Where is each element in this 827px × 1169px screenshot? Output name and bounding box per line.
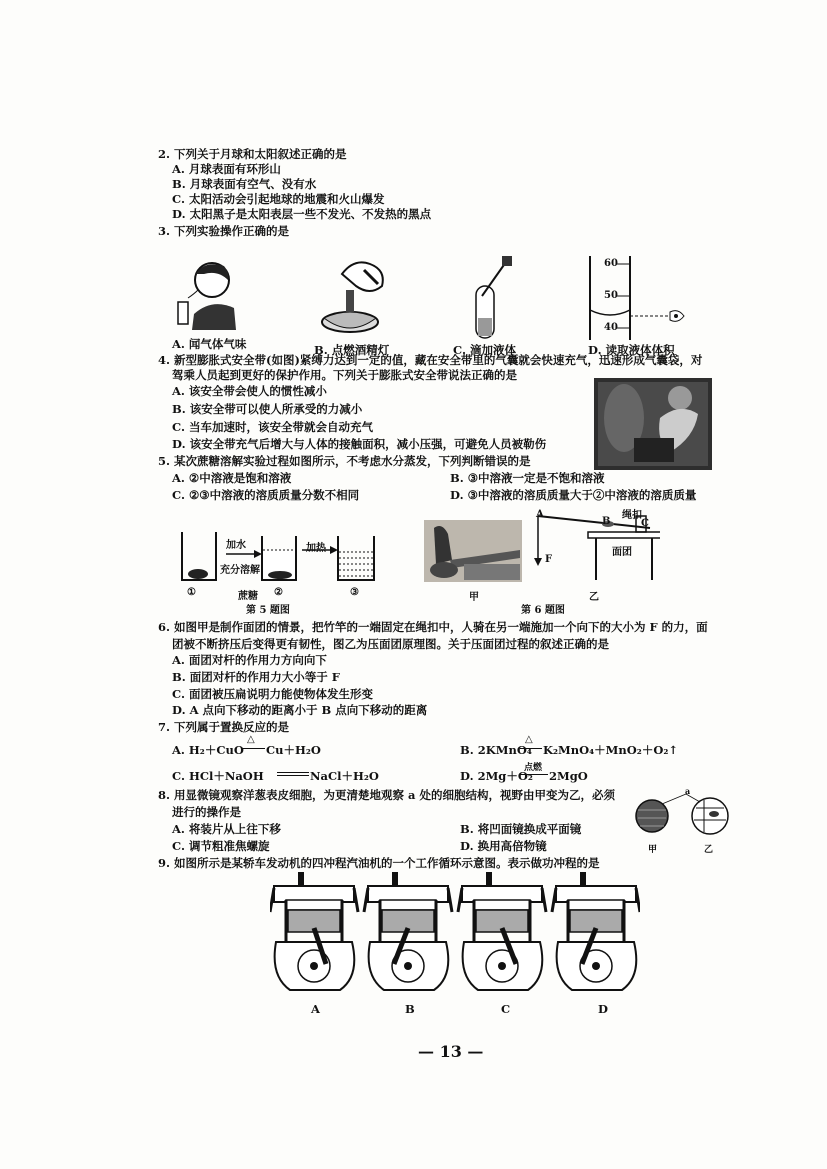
q6-option-a: A. 面团对杆的作用力方向向下 xyxy=(172,653,327,667)
q8-label-a: a xyxy=(685,786,691,796)
q7-option-b-condition: △ xyxy=(525,734,533,745)
q3-cylinder-tick-50: 50 xyxy=(604,290,618,301)
q6-option-c: C. 面团被压扁说明力能使物体发生形变 xyxy=(172,687,373,701)
q7-option-b-right: K₂MnO₄＋MnO₂＋O₂↑ xyxy=(543,743,679,757)
q7-option-d-condition: 点燃 xyxy=(524,763,543,773)
q7-stem: 7. 下列属于置换反应的是 xyxy=(158,720,290,734)
q5-beakers-figure xyxy=(178,528,378,586)
q4-stem-line1: 4. 新型膨胀式安全带(如图)紧缚力达到一定的值，藏在安全带里的气囊就会快速充气，迅速形成气囊袋，对 xyxy=(158,353,703,367)
q7-option-a-condition: △ xyxy=(247,734,255,745)
q5-label-2: ② xyxy=(274,587,283,598)
q7-option-d-right: 2MgO xyxy=(549,769,588,783)
q9-engine-c xyxy=(458,872,546,990)
q5-option-b: B. ③中溶液一定是不饱和溶液 xyxy=(450,471,605,485)
q4-option-c: C. 当车加速时，该安全带就会自动充气 xyxy=(172,420,373,434)
q8-option-c: C. 调节粗准焦螺旋 xyxy=(172,839,270,853)
q7-option-b-left: B. 2KMnO₄ xyxy=(460,743,532,757)
q7-option-d-arrow-line xyxy=(520,774,548,775)
q2-option-b: B. 月球表面有空气、没有水 xyxy=(172,177,317,191)
q4-option-b: B. 该安全带可以使人所承受的力减小 xyxy=(172,402,363,416)
q7-option-c-right: NaCl＋H₂O xyxy=(310,769,379,783)
q8-label-yi: 乙 xyxy=(704,845,714,855)
q8-option-a: A. 将装片从上往下移 xyxy=(172,822,281,836)
q3-figure-c-dropper xyxy=(460,256,520,342)
q3-stem: 3. 下列实验操作正确的是 xyxy=(158,224,290,238)
q2-stem: 2. 下列关于月球和太阳叙述正确的是 xyxy=(158,147,347,161)
q7-option-a-arrow-line xyxy=(241,748,265,749)
q6-figure-jia-photo xyxy=(424,520,522,582)
q3-cylinder-tick-40: 40 xyxy=(604,322,618,333)
q5-label-heat: 加热 xyxy=(306,543,326,554)
q4-seatbelt-photo xyxy=(594,378,712,470)
q5-option-c: C. ②③中溶液的溶质质量分数不相同 xyxy=(172,488,360,502)
q9-engine-a xyxy=(270,872,358,990)
q6-option-d: D. A 点向下移动的距离小于 B 点向下移动的距离 xyxy=(172,703,428,717)
q7-option-c-equals xyxy=(277,772,309,776)
q6-label-point-a: A xyxy=(536,509,544,520)
q9-label-b: B xyxy=(405,1002,415,1016)
q6-label-point-c: C xyxy=(641,518,649,529)
q4-option-d: D. 该安全带充气后增大与人体的接触面积，减小压强，可避免人员被勒伤 xyxy=(172,437,547,451)
q7-option-d-left: D. 2Mg＋O₂ xyxy=(460,769,533,783)
q3-figure-b-alcohol-lamp xyxy=(314,256,394,340)
q2-option-a: A. 月球表面有环形山 xyxy=(172,162,281,176)
q9-engine-d xyxy=(552,872,640,990)
q2-option-d: D. 太阳黑子是太阳表层一些不发光、不发热的黑点 xyxy=(172,207,432,221)
q5-label-1: ① xyxy=(187,587,196,598)
q8-stem-line2: 进行的操作是 xyxy=(172,805,241,819)
q3-figure-a-smell xyxy=(174,258,244,330)
q7-option-a-left: A. H₂＋CuO xyxy=(172,743,244,757)
q6-label-dough: 面团 xyxy=(612,547,632,558)
q5-option-a: A. ②中溶液是饱和溶液 xyxy=(172,471,292,485)
q4-stem-line2: 驾乘人员起到更好的保护作用。下列关于膨胀式安全带说法正确的是 xyxy=(172,368,517,382)
q3-option-b: B. 点燃酒精灯 xyxy=(314,343,390,357)
q6-option-b: B. 面团对杆的作用力大小等于 F xyxy=(172,670,340,684)
q9-engine-b xyxy=(364,872,452,990)
q8-option-b: B. 将凹面镜换成平面镜 xyxy=(460,822,582,836)
q5-label-3: ③ xyxy=(350,587,359,598)
q5-label-add-water: 加水 xyxy=(226,540,246,551)
q8-option-d: D. 换用高倍物镜 xyxy=(460,839,547,853)
q3-cylinder-tick-60: 60 xyxy=(604,258,618,269)
q8-microscope-figure xyxy=(634,790,734,840)
q3-option-c: C. 滴加液体 xyxy=(453,343,516,357)
q9-stem: 9. 如图所示是某轿车发动机的四冲程汽油机的一个工作循环示意图。表示做功冲程的是 xyxy=(158,856,600,870)
page-number: — 13 — xyxy=(418,1042,484,1061)
q6-figure-caption: 第 6 题图 xyxy=(521,605,565,616)
q6-label-force-f: F xyxy=(545,554,553,565)
q9-label-d: D xyxy=(598,1002,608,1016)
q3-option-d: D. 读取液体体积 xyxy=(588,343,675,357)
q4-option-a: A. 该安全带会使人的惯性减小 xyxy=(172,384,327,398)
q6-label-yi: 乙 xyxy=(589,592,599,603)
q5-label-dissolve: 充分溶解 xyxy=(220,565,260,576)
q7-option-a-right: Cu＋H₂O xyxy=(266,743,321,757)
q5-figure-caption: 第 5 题图 xyxy=(246,605,290,616)
q8-label-jia: 甲 xyxy=(648,845,658,855)
q7-option-c-left: C. HCl＋NaOH xyxy=(172,769,264,783)
q5-label-sugar: 蔗糖 xyxy=(238,591,258,602)
q5-option-d: D. ③中溶液的溶质质量大于②中溶液的溶质质量 xyxy=(450,488,697,502)
q6-label-rope: 绳扣 xyxy=(622,510,642,521)
q3-option-a: A. 闻气体气味 xyxy=(172,337,247,351)
q3-figure-d-cylinder xyxy=(586,256,696,342)
q6-stem-line2: 团被不断挤压后变得更有韧性，图乙为压面团原理图。关于压面团过程的叙述正确的是 xyxy=(172,637,609,651)
q9-label-c: C xyxy=(501,1002,511,1016)
q6-label-jia: 甲 xyxy=(469,592,479,603)
q9-label-a: A xyxy=(311,1002,320,1016)
q7-option-b-arrow-line xyxy=(520,748,542,749)
q2-option-c: C. 太阳活动会引起地球的地震和火山爆发 xyxy=(172,192,385,206)
q9-engine-figure xyxy=(270,872,640,998)
q6-stem-line1: 6. 如图甲是制作面团的情景，把竹竿的一端固定在绳扣中，人骑在另一端施加一个向下的大小为 F 的力，面 xyxy=(158,620,708,634)
q6-label-point-b: B xyxy=(602,516,611,527)
q5-stem: 5. 某次蔗糖溶解实验过程如图所示，不考虑水分蒸发，下列判断错误的是 xyxy=(158,454,531,468)
q8-stem-line1: 8. 用显微镜观察洋葱表皮细胞，为更清楚地观察 a 处的细胞结构，视野由甲变为乙，必须 xyxy=(158,788,615,802)
